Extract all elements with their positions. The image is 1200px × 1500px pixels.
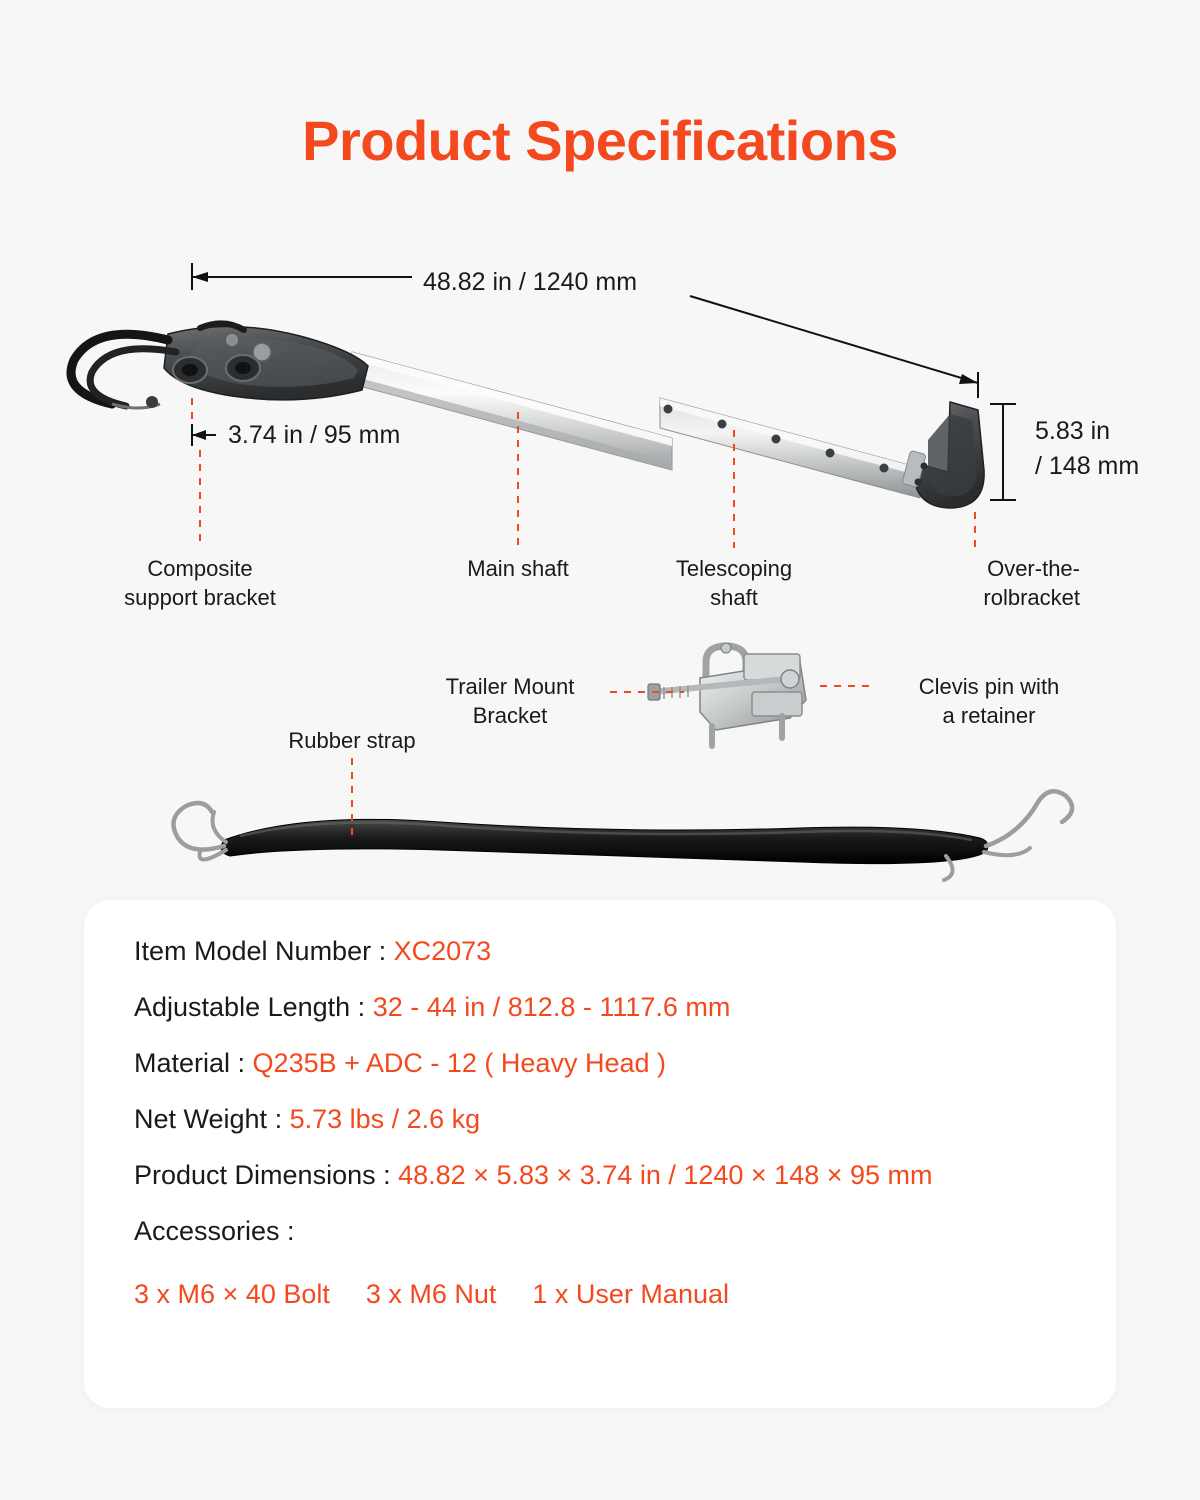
composite-support-bracket-graphic: [71, 323, 368, 408]
callout-line-2: support bracket: [124, 584, 276, 610]
callout-over-the-roll-bracket: [872, 555, 1080, 612]
height-dimension-line: [990, 404, 1016, 500]
callout-telescoping-shaft: [634, 555, 834, 612]
spec-label: Adjustable Length :: [134, 992, 373, 1022]
callout-composite-support-bracket: [80, 555, 320, 612]
callout-line-1: Clevis pin with: [918, 674, 1060, 699]
spec-label: Net Weight :: [134, 1104, 290, 1134]
callout-line-2: Bracket: [472, 702, 548, 728]
spec-value: 5.73 lbs / 2.6 kg: [289, 1104, 481, 1134]
callout-line-1: Main shaft: [467, 556, 569, 581]
specifications-card: [84, 900, 1116, 1408]
callout-trailer-mount-bracket: [410, 673, 610, 730]
depth-dimension-line: [192, 424, 216, 446]
callout-clevis-pin: [884, 673, 1094, 730]
trailer-mount-bracket-graphic: [648, 643, 806, 746]
callout-line-1: Over-the-: [987, 556, 1080, 581]
accessories-values: [134, 1279, 1086, 1310]
callout-line-2: shaft: [710, 584, 758, 610]
callout-line-2: rolbracket: [983, 584, 1080, 610]
spec-row-adjustable-length: [134, 994, 1086, 1021]
spec-label: Product Dimensions :: [134, 1160, 399, 1190]
callout-rubber-strap: [252, 727, 452, 756]
spec-value: XC2073: [393, 936, 492, 966]
accessory-item-manual: 1 x User Manual: [532, 1279, 729, 1309]
spec-value: 32 - 44 in / 812.8 - 1117.6 mm: [372, 992, 731, 1022]
spec-label: Accessories :: [134, 1216, 295, 1246]
length-dimension-label: 48.82 in / 1240 mm: [423, 268, 638, 296]
callout-line-1: Composite: [147, 556, 253, 581]
depth-dimension-label: 3.74 in / 95 mm: [228, 421, 401, 449]
spec-row-product-dimensions: [134, 1162, 1086, 1189]
page-title: Product Specifications: [302, 109, 898, 172]
spec-row-accessories: [134, 1218, 1086, 1245]
callout-line-1: Rubber strap: [288, 728, 416, 753]
callout-main-shaft: [418, 555, 618, 584]
accessory-item-bolt: 3 x M6 × 40 Bolt: [134, 1279, 330, 1309]
accessory-item-nut: 3 x M6 Nut: [365, 1279, 497, 1309]
spec-value: 48.82 × 5.83 × 3.74 in / 1240 × 148 × 95 mm: [398, 1160, 933, 1190]
spec-row-item-model-number: [134, 938, 1086, 965]
left-callout-dashes: [192, 398, 200, 548]
height-dimension-label-line2: / 148 mm: [1035, 452, 1140, 480]
callout-line-1: Telescoping: [675, 556, 793, 581]
spec-row-net-weight: [134, 1106, 1086, 1133]
rubber-strap-graphic: [174, 791, 1073, 880]
callout-line-2: a retainer: [942, 702, 1036, 728]
height-dimension-label-line1: 5.83 in: [1035, 417, 1111, 445]
callout-line-1: Trailer Mount: [445, 674, 575, 699]
telescoping-shaft-graphic: [660, 398, 920, 498]
main-shaft-graphic: [352, 352, 672, 470]
spec-row-material: [134, 1050, 1086, 1077]
spec-label: Material :: [134, 1048, 253, 1078]
spec-label: Item Model Number :: [134, 936, 394, 966]
specifications-list: [134, 938, 1086, 1310]
spec-value: Q235B + ADC - 12 ( Heavy Head ): [252, 1048, 666, 1078]
